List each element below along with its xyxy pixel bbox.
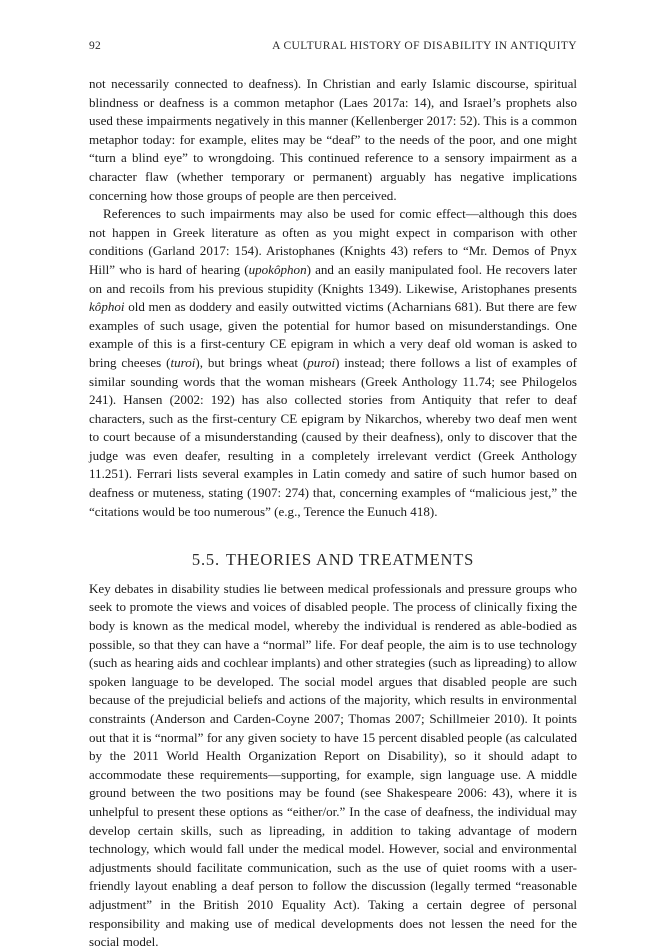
italic-term: kôphoi: [89, 299, 125, 315]
paragraph-continuation: not necessarily connected to deafness). In Christian and early Islamic discourse, spiritual blindness or deafness is a common metaphor (Laes 2017a: 14), and Israel’s prophets also used these impairments negatively in this manner (Kellenberger 2017: 52). This is a common metaphor today: for example, elites may be “deaf” to the needs of the poor, and one might “turn a blind eye” to wrongdoing. This continued reference to a sensory impairment as a character flaw (whether temporary or permanent) arguably has negative implications concerning how those groups of people are then perceived.: [89, 76, 577, 203]
italic-term: puroi: [307, 354, 336, 370]
section-heading: [89, 551, 577, 570]
page-number: 92: [89, 40, 101, 52]
paragraph-comic-effect: [89, 205, 577, 521]
text-run: ) and an easily manipulated fool. He recovers later on and recoils from his previous stupidity (Knights 1349). Likewise, Aristophanes presents: [89, 261, 577, 296]
body-text: [89, 75, 577, 952]
italic-term: turoi: [170, 354, 196, 370]
paragraph-theories: Key debates in disability studies lie between medical professionals and pressure groups who seek to promote the views and voices of disabled people. The process of clinically fixing the body is known as the medical model, whereby the individual is rendered as able-bodied as possible, so that they can have a “normal” life. For deaf people, the aim is to use technology (such as hearing aids and cochlear implants) and other strategies (such as lipreading) to allow spoken language to be developed. The social model argues that disabled people are such because of the prejudicial beliefs and actions of the majority, which results in environmental constraints (Anderson and Carden-Coyne 2007; Thomas 2007; Schillmeier 2010). It points out that it is “normal” for any given society to have 15 percent disabled people (as calculated by the 2011 World Health Organization Report on Disability), so it should adapt to accommodate these requirements—supporting, for example, sign language use. A middle ground between the two positions may be found (see Shakespeare 2006: 43), where it is unhelpful to present these options as “either/or.” In the case of deafness, the individual may develop certain skills, such as lipreading, in addition to taking advantage of modern technology, which would fall under the medical model. However, social and environmental adjustments should facilitate communication, such as the use of quiet rooms with a user-friendly layout enabling a deaf person to follow the discussion (legally termed “reasonable adjustment” in the British 2010 Equality Act). Taking a certain degree of personal responsibility and making use of medical developments does not lessen the need for the social model.: [89, 580, 577, 950]
running-title: A CULTURAL HISTORY OF DISABILITY IN ANTIQUITY: [272, 40, 577, 52]
text-run: ) instead; there follows a list of examples of similar sounding words that the woman mishears (Greek Anthology 11.74; see Philogelos 241). Hansen (2002: 192) has also collected stories from Antiquity that refer to deaf characters, such as the first-century CE epigram by Nikarchos, whereby two deaf men went to court because of a misunderstanding (caused by their deafness), only to discover that the judge was even deafer, resulting in a completely irrelevant verdict (Greek Anthology 11.251). Ferrari lists several examples in Latin comedy and satire of such humor based on deafness or muteness, stating (1907: 274) that, concerning examples of “malicious jest,” the “citations would be too numerous” (e.g., Terence the Eunuch 418).: [89, 354, 577, 519]
text-run: References to such impairments may also be used for comic effect—although this does not happen in Greek literature as often as you might expect in comparison with other conditions (Garland 2017: 154). Aristophanes (Knights 43) refers to “Mr. Demos of Pnyx Hill” who is hard of hearing (: [89, 206, 577, 277]
section-number: 5.5.: [191, 550, 220, 570]
book-page: [89, 40, 577, 952]
section-title: THEORIES AND TREATMENTS: [225, 550, 475, 570]
text-run: old men as doddery and easily outwitted victims (Acharnians 681). But there are few examples of such usage, given the potential for humor based on misunderstandings. One example of this is a first-century CE epigram in which a very deaf old woman is asked to bring cheeses (: [89, 299, 577, 370]
running-head: [89, 40, 577, 52]
text-run: ), but brings wheat (: [195, 354, 308, 370]
italic-term: upokôphon: [248, 261, 307, 277]
